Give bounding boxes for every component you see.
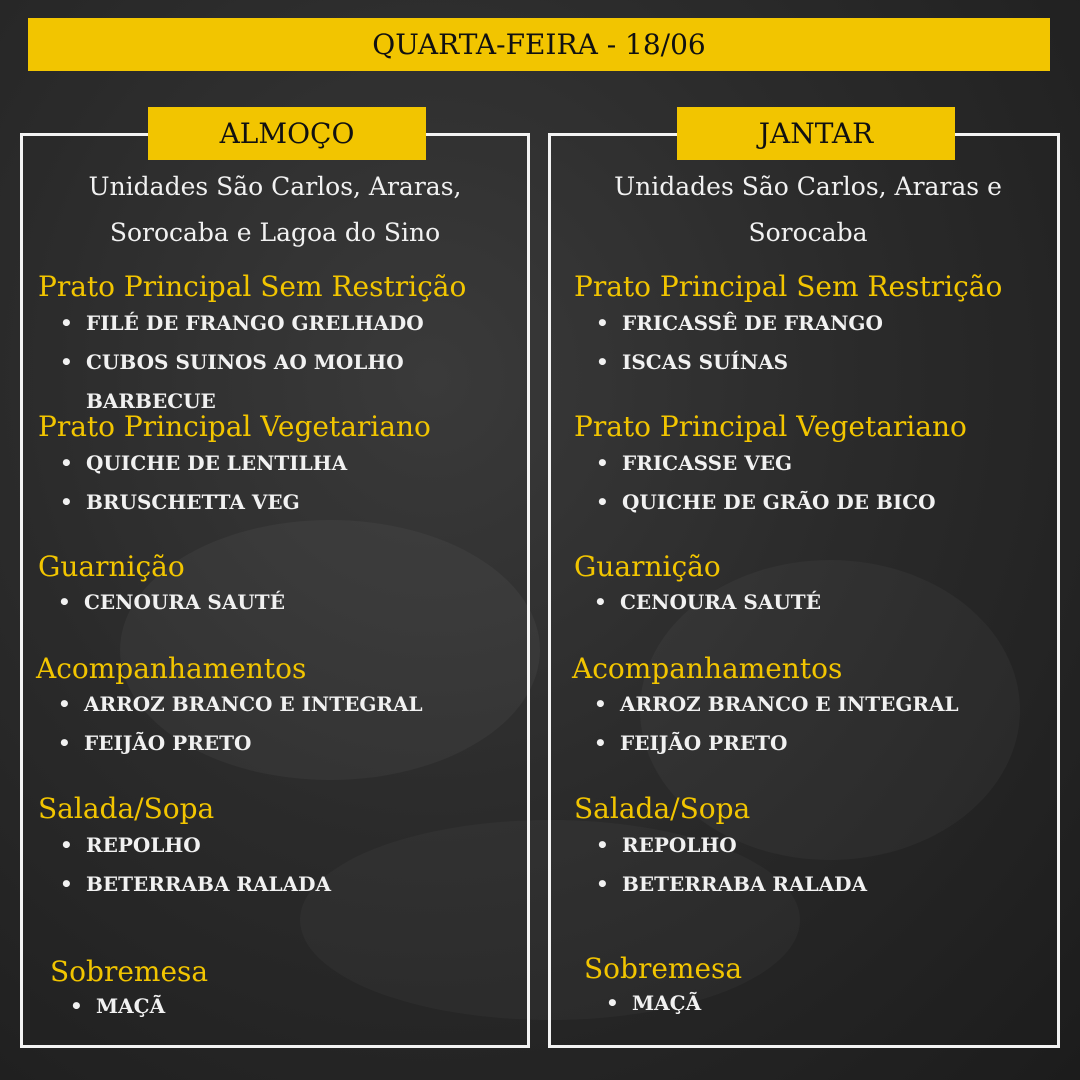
almoco-tab-label: ALMOÇO (219, 117, 355, 150)
almoco-vegetariano-title: Prato Principal Vegetariano (38, 410, 431, 443)
jantar-salada-title: Salada/Sopa (574, 792, 751, 825)
list-item: • ARROZ BRANCO E INTEGRAL (594, 685, 959, 724)
jantar-salada-list (596, 826, 867, 904)
list-item: BARBECUE (86, 389, 216, 413)
jantar-principal-title: Prato Principal Sem Restrição (574, 270, 1003, 303)
jantar-tab (677, 107, 955, 160)
date-header (28, 18, 1050, 71)
list-item: • CENOURA SAUTÉ (594, 583, 821, 622)
jantar-guarnicao-list (594, 583, 821, 622)
almoco-acompanhamentos-list (58, 685, 423, 763)
list-item: • ISCAS SUÍNAS (596, 343, 883, 382)
jantar-acompanhamentos-list (594, 685, 959, 763)
list-item: • CUBOS SUINOS AO MOLHO (60, 343, 424, 382)
list-item: • FRICASSÊ DE FRANGO (596, 304, 883, 343)
list-item: • FEIJÃO PRETO (58, 724, 423, 763)
almoco-principal-list (60, 304, 424, 421)
jantar-sobremesa-title: Sobremesa (584, 952, 743, 985)
jantar-sobremesa-list (606, 984, 701, 1023)
list-item: • FRICASSE VEG (596, 444, 936, 483)
almoco-guarnicao-list (58, 583, 285, 622)
list-item: • BRUSCHETTA VEG (60, 483, 347, 522)
date-title: QUARTA-FEIRA - 18/06 (372, 28, 706, 61)
list-item: • REPOLHO (60, 826, 331, 865)
list-item: • REPOLHO (596, 826, 867, 865)
almoco-sobremesa-title: Sobremesa (50, 955, 209, 988)
almoco-guarnicao-title: Guarnição (38, 550, 185, 583)
list-item: • QUICHE DE GRÃO DE BICO (596, 483, 936, 522)
list-item: • MAÇÃ (606, 984, 701, 1023)
list-item: • MAÇÃ (70, 987, 165, 1026)
list-item: • CENOURA SAUTÉ (58, 583, 285, 622)
almoco-salada-title: Salada/Sopa (38, 792, 215, 825)
almoco-salada-list (60, 826, 331, 904)
jantar-units-line: Unidades São Carlos, Araras e (614, 172, 1002, 201)
jantar-guarnicao-title: Guarnição (574, 550, 721, 583)
list-item: • FILÉ DE FRANGO GRELHADO (60, 304, 424, 343)
jantar-vegetariano-list (596, 444, 936, 522)
almoco-principal-title: Prato Principal Sem Restrição (38, 270, 467, 303)
almoco-units-line: Unidades São Carlos, Araras, (88, 172, 462, 201)
almoco-units (30, 164, 520, 256)
jantar-units-line: Sorocaba (748, 218, 868, 247)
almoco-sobremesa-list (70, 987, 165, 1026)
list-item: • QUICHE DE LENTILHA (60, 444, 347, 483)
almoco-units-line: Sorocaba e Lagoa do Sino (109, 218, 441, 247)
almoco-tab (148, 107, 426, 160)
jantar-acompanhamentos-title: Acompanhamentos (572, 652, 843, 685)
jantar-principal-list (596, 304, 883, 382)
jantar-vegetariano-title: Prato Principal Vegetariano (574, 410, 967, 443)
jantar-units (558, 164, 1058, 256)
list-item: • ARROZ BRANCO E INTEGRAL (58, 685, 423, 724)
list-item: • FEIJÃO PRETO (594, 724, 959, 763)
list-item: • BETERRABA RALADA (596, 865, 867, 904)
jantar-tab-label: JANTAR (758, 117, 874, 150)
almoco-vegetariano-list (60, 444, 347, 522)
almoco-acompanhamentos-title: Acompanhamentos (36, 652, 307, 685)
list-item: • BETERRABA RALADA (60, 865, 331, 904)
